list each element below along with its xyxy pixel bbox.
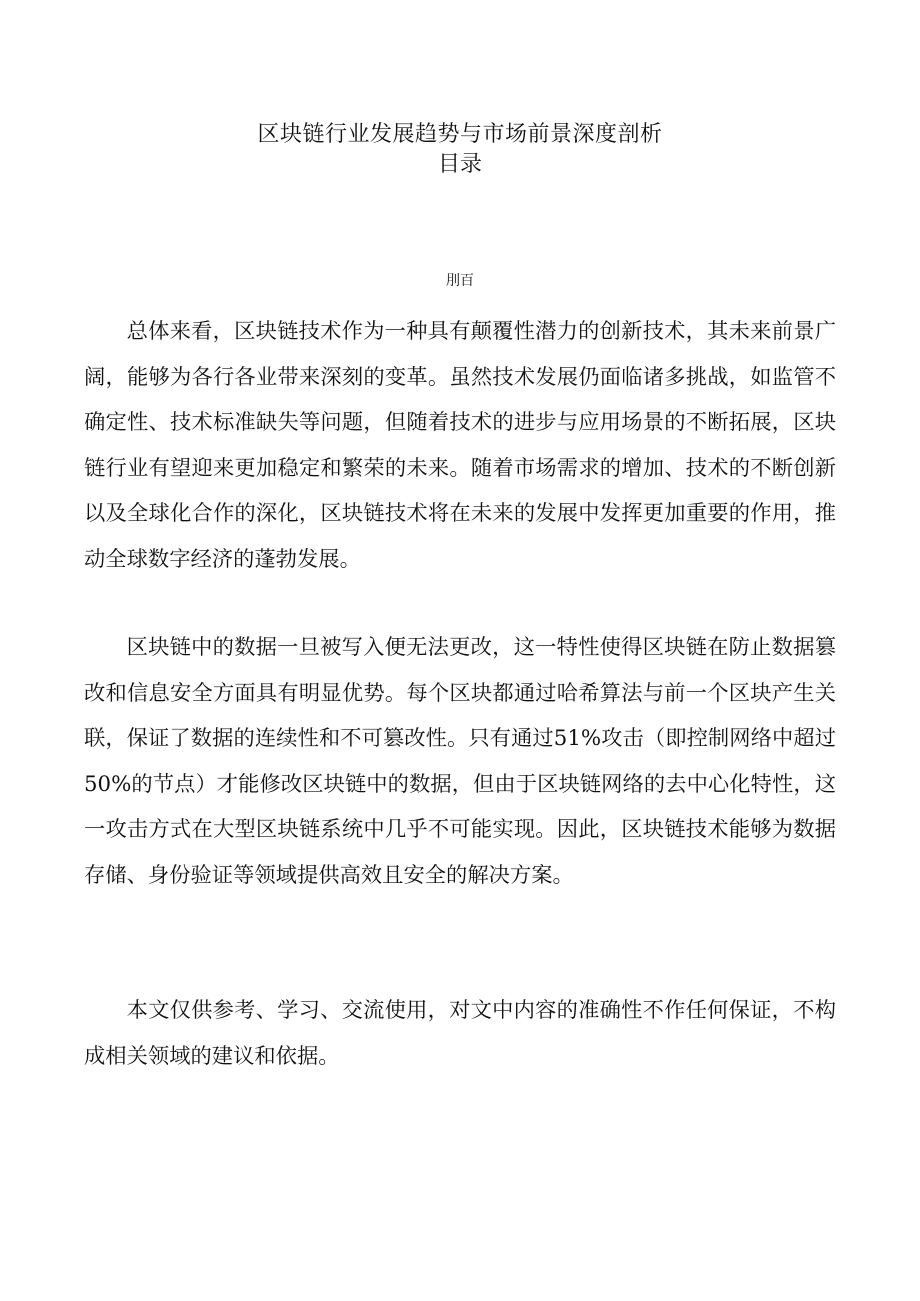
paragraph: 总体来看，区块链技术作为一种具有颠覆性潜力的创新技术，其未来前景广阔，能够为各行各业带来深刻的变革。虽然技术发展仍面临诸多挑战，如监管不确定性、技术标准缺失等问题，但随着技术的进步与应用场景的不断拓展，区块链行业有望迎来更加稳定和繁荣的未来。随着市场需求的增加、技术的不断创新以及全球化合作的深化，区块链技术将在未来的发展中发挥更加重要的作用，推动全球数字经济的蓬勃发展。 — [84, 319, 836, 572]
paragraph: 本文仅供参考、学习、交流使用，对文中内容的准确性不作任何保证，不构成相关领域的建议和依据。 — [84, 998, 836, 1069]
section-heading: 刖百 — [446, 273, 474, 289]
paragraph: 区块链中的数据一旦被写入便无法更改，这一特性使得区块链在防止数据篡改和信息安全方面具有明显优势。每个区块都通过哈希算法与前一个区块产生关联，保证了数据的连续性和不可篡改性。只有通过51%攻击（即控制网络中超过50%的节点）才能修改区块链中的数据，但由于区块链网络的去中心化特性，这一攻击方式在大型区块链系统中几乎不可能实现。因此，区块链技术能够为数据存储、身份验证等领域提供高效且安全的解决方案。 — [84, 635, 836, 888]
document-subtitle: 目录 — [437, 152, 482, 177]
document-title: 区块链行业发展趋势与市场前景深度剖析 — [257, 122, 663, 147]
title-block — [0, 120, 920, 180]
